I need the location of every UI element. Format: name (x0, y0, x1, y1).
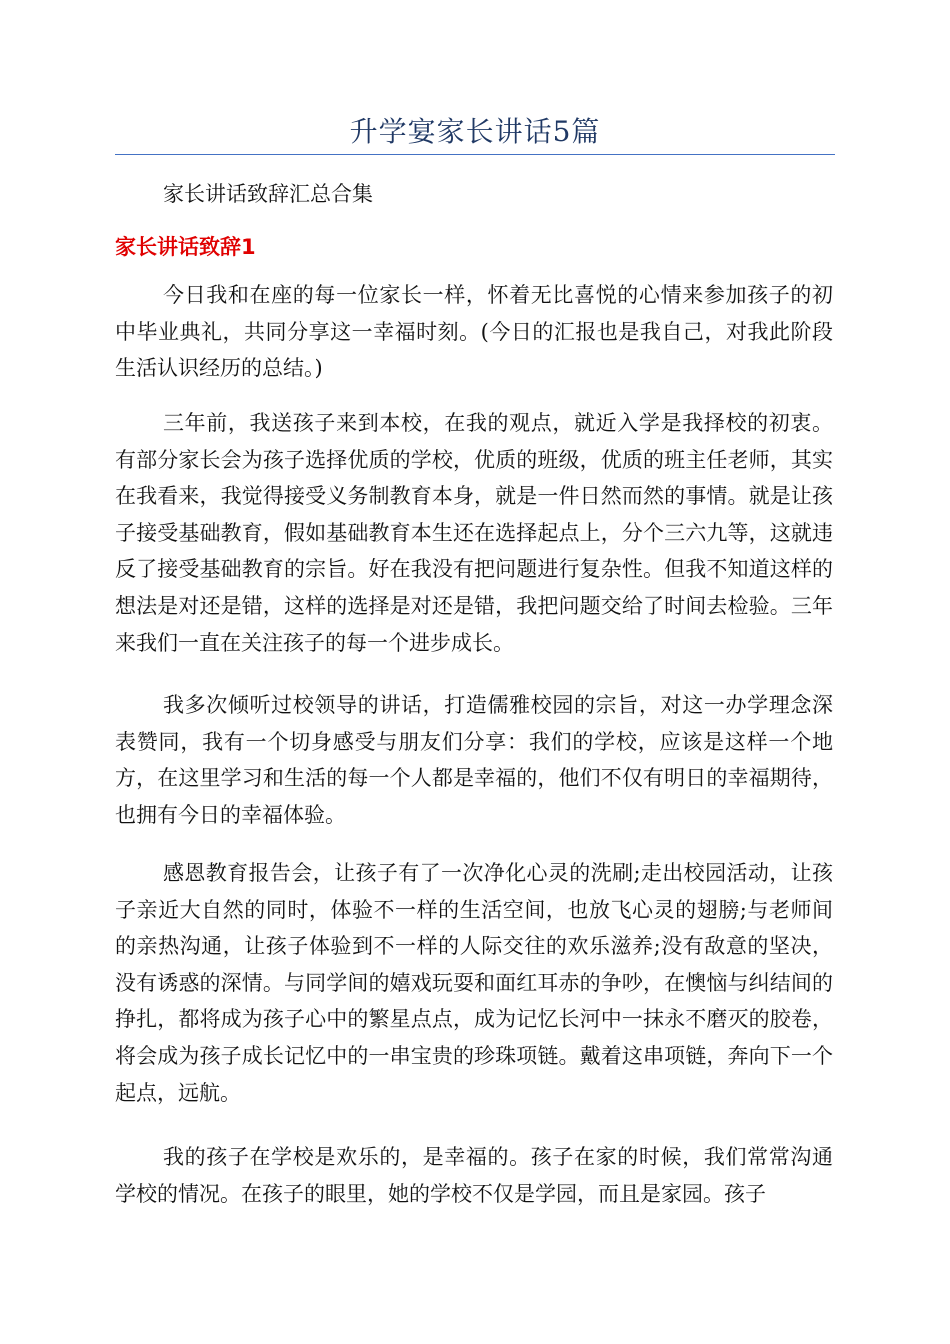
paragraph-1: 今日我和在座的每一位家长一样，怀着无比喜悦的心情来参加孩子的初中毕业典礼，共同分享这一幸福时刻。(今日的汇报也是我自己，对我此阶段生活认识经历的总结。) (115, 283, 833, 381)
section-heading: 家长讲话致辞1 (115, 235, 256, 259)
document-subtitle: 家长讲话致辞汇总合集 (163, 182, 373, 206)
paragraph-4: 感恩教育报告会，让孩子有了一次净化心灵的洗刷;走出校园活动，让孩子亲近大自然的同时，体验不一样的生活空间，也放飞心灵的翅膀;与老师间的亲热沟通，让孩子体验到不一样的人际交往的欢乐滋养;没有敌意的坚决，没有诱惑的深情。与同学间的嬉戏玩耍和面红耳赤的争吵，在懊恼与纠结间的挣扎，都将成为孩子心中的繁星点点，成为记忆长河中一抹永不磨灭的胶卷，将会成为孩子成长记忆中的一串宝贵的珍珠项链。戴着这串项链，奔向下一个起点，远航。 (115, 861, 833, 1105)
title-underline (115, 154, 835, 155)
paragraph-2: 三年前，我送孩子来到本校，在我的观点，就近入学是我择校的初衷。有部分家长会为孩子选择优质的学校，优质的班级，优质的班主任老师，其实在我看来，我觉得接受义务制教育本身，就是一件日然而然的事情。就是让孩子接受基础教育，假如基础教育本生还在选择起点上，分个三六九等，这就违反了接受基础教育的宗旨。好在我没有把问题进行复杂性。但我不知道这样的想法是对还是错，这样的选择是对还是错，我把问题交给了时间去检验。三年来我们一直在关注孩子的每一个进步成长。 (115, 411, 833, 655)
document-title: 升学宴家长讲话5篇 (349, 115, 601, 148)
paragraph-3: 我多次倾听过校领导的讲话，打造儒雅校园的宗旨，对这一办学理念深表赞同，我有一个切身感受与朋友们分享：我们的学校，应该是这样一个地方，在这里学习和生活的每一个人都是幸福的，他们不仅有明日的幸福期待，也拥有今日的幸福体验。 (115, 693, 833, 827)
paragraph-5: 我的孩子在学校是欢乐的，是幸福的。孩子在家的时候，我们常常沟通学校的情况。在孩子的眼里，她的学校不仅是学园，而且是家园。孩子 (115, 1145, 833, 1206)
